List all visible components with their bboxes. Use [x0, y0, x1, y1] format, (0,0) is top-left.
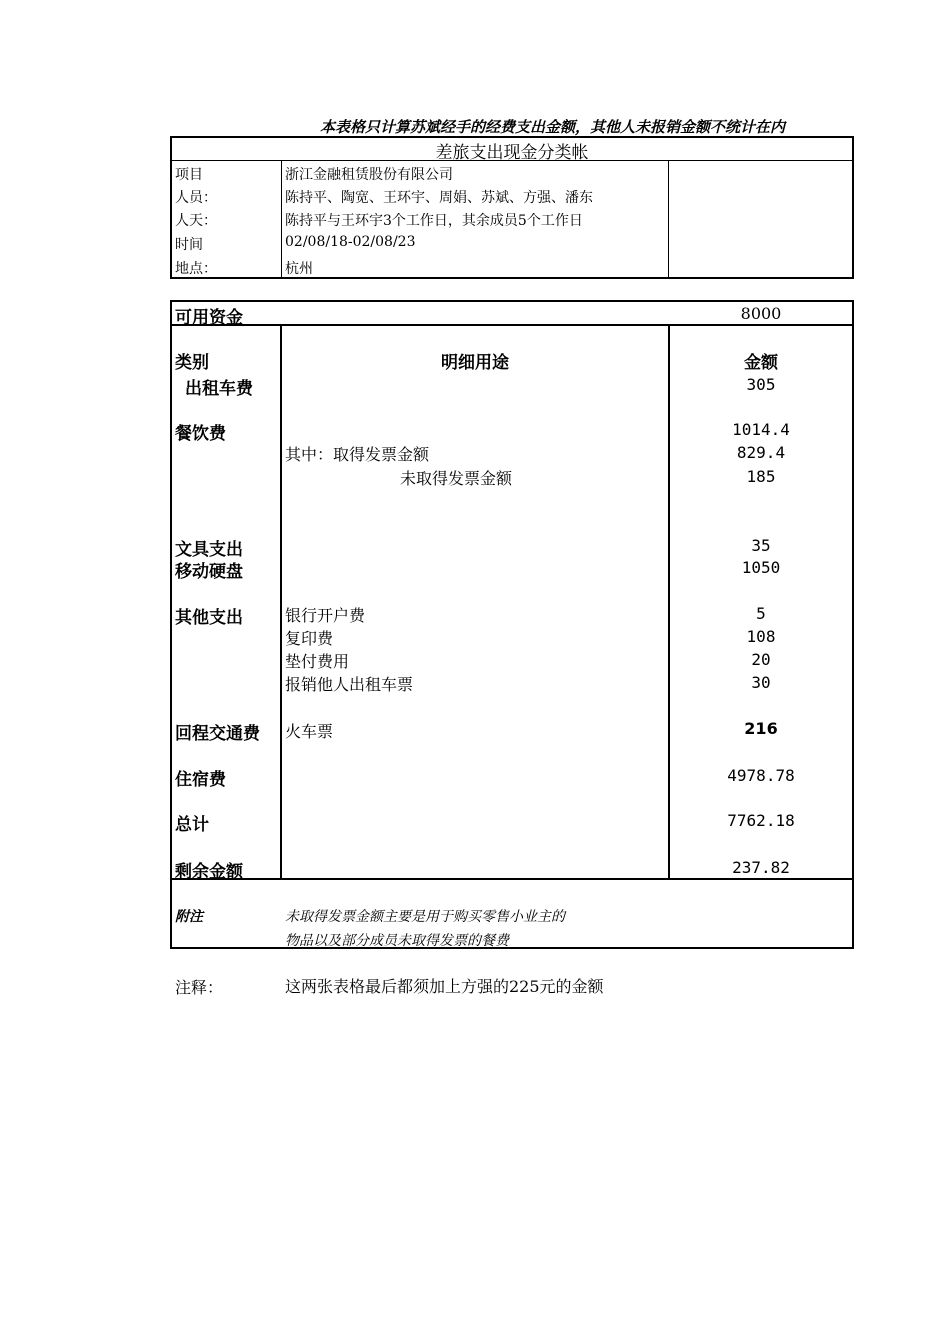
info-label-place: 地点： — [175, 261, 217, 277]
info-label-days: 人天： — [175, 213, 217, 229]
info-value-time: 02/08/18-02/08/23 — [285, 234, 416, 250]
info-value-place: 杭州 — [285, 261, 313, 277]
meal-amount: 1014.4 — [732, 420, 790, 439]
total-label: 总计 — [175, 815, 209, 835]
info-label-project: 项目 — [175, 167, 203, 183]
ledger-col-divider-2 — [668, 326, 670, 878]
col-header-detail: 明细用途 — [441, 353, 509, 373]
meal-label: 餐饮费 — [175, 424, 226, 444]
return-detail: 火车票 — [285, 722, 334, 741]
disk-label: 移动硬盘 — [175, 562, 243, 582]
taxi-amount: 305 — [746, 375, 776, 394]
other-item-detail: 报销他人出租车票 — [285, 675, 414, 694]
footnote-line-1: 未取得发票金额主要是用于购买零售小业主的 — [285, 909, 565, 925]
hotel-label: 住宿费 — [175, 770, 226, 790]
taxi-label: 出租车费 — [185, 379, 253, 399]
info-title: 差旅支出现金分类帐 — [435, 143, 589, 163]
meal-noinvoice-amount: 185 — [746, 467, 776, 486]
info-col-divider-1 — [281, 161, 282, 278]
info-value-days: 陈持平与王环宇3个工作日，其余成员5个工作日 — [285, 213, 583, 229]
hotel-amount: 4978.78 — [727, 766, 795, 785]
other-item-amount: 20 — [751, 650, 771, 669]
info-value-staff: 陈持平、陶宽、王环宇、周娟、苏斌、方强、潘东 — [285, 190, 593, 206]
ledger-col-divider-1 — [280, 326, 282, 878]
annotation-text: 这两张表格最后都须加上方强的225元的金额 — [285, 977, 604, 996]
return-amount: 216 — [744, 719, 778, 738]
info-label-staff: 人员： — [175, 190, 217, 206]
footnote-label: 附注 — [175, 909, 203, 925]
other-item-amount: 108 — [746, 627, 776, 646]
other-item-detail: 银行开户费 — [285, 606, 366, 625]
col-header-category: 类别 — [175, 353, 209, 373]
info-value-project: 浙江金融租赁股份有限公司 — [285, 167, 453, 183]
ledger-footnote-divider — [171, 878, 853, 880]
stationery-label: 文具支出 — [175, 540, 243, 560]
other-label: 其他支出 — [175, 608, 243, 628]
ledger-table — [170, 300, 854, 949]
return-label: 回程交通费 — [175, 724, 260, 744]
disk-amount: 1050 — [741, 558, 781, 577]
footnote-line-2: 物品以及部分成员未取得发票的餐费 — [285, 933, 509, 949]
remain-label: 剩余金额 — [175, 862, 243, 882]
funds-value: 8000 — [740, 304, 782, 323]
top-note: 本表格只计算苏斌经手的经费支出金额，其他人未报销金额不统计在内 — [320, 118, 786, 136]
other-item-detail: 垫付费用 — [285, 652, 350, 671]
other-item-detail: 复印费 — [285, 629, 334, 648]
other-item-amount: 5 — [756, 604, 766, 623]
total-amount: 7762.18 — [727, 811, 795, 830]
other-item-amount: 30 — [751, 673, 771, 692]
info-col-divider-2 — [668, 161, 669, 278]
meal-noinvoice-label: 未取得发票金额 — [400, 469, 513, 488]
col-header-amount: 金额 — [744, 353, 778, 373]
stationery-amount: 35 — [751, 536, 771, 555]
ledger-funds-divider — [171, 324, 853, 326]
info-label-time: 时间 — [175, 237, 203, 253]
meal-invoice-label: 其中：取得发票金额 — [285, 445, 430, 464]
remain-amount: 237.82 — [732, 858, 790, 877]
annotation-label: 注释： — [175, 978, 224, 997]
funds-label: 可用资金 — [175, 308, 243, 328]
meal-invoice-amount: 829.4 — [736, 443, 786, 462]
